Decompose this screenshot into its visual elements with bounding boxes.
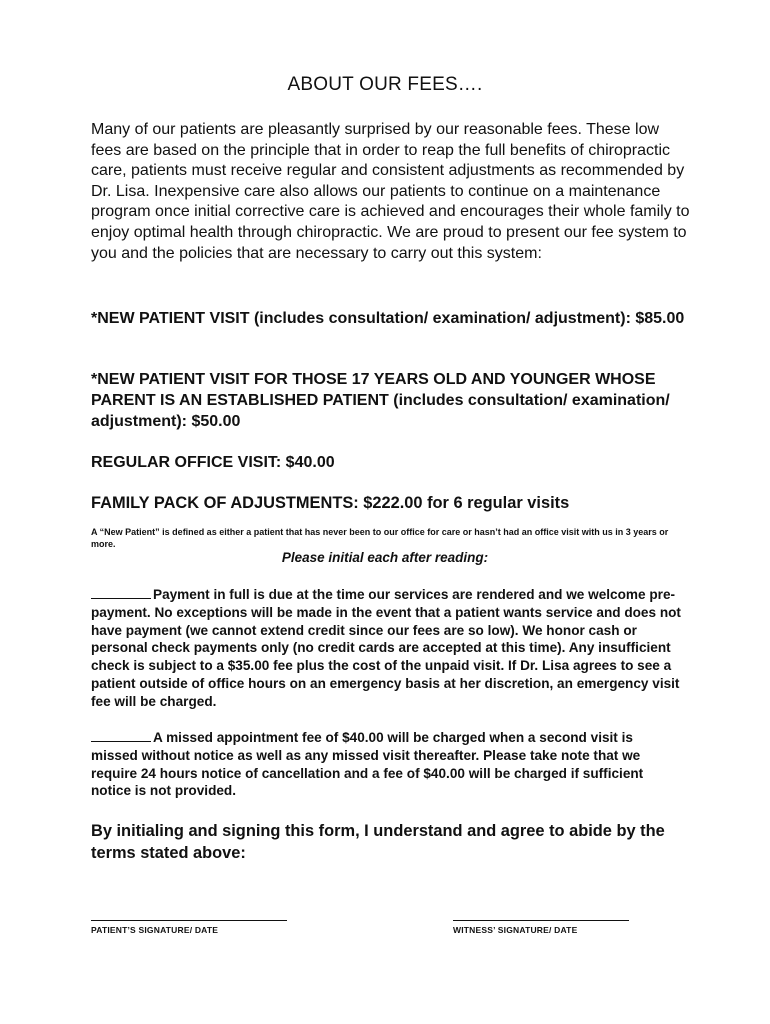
patient-signature-line[interactable] [91, 920, 287, 921]
policy-missed-text: A missed appointment fee of $40.00 will be charged when a second visit is missed without notice as well as any missed visit thereafter. Please take note that we require 24 hours notice of cancellation and a fee of $40.00 will be charged if sufficient notice is not provided. [91, 730, 644, 799]
initial-instruction: Please initial each after reading: [281, 550, 489, 565]
witness-signature-line[interactable] [453, 920, 629, 921]
initial-blank-payment[interactable] [91, 586, 151, 599]
new-patient-definition: A “New Patient” is defined as either a patient that has never been to our office for care or hasn’t had an office visit with us in 3 years or more. [91, 527, 669, 549]
policy-missed-appointment [91, 729, 681, 800]
fee-new-patient-minor: *NEW PATIENT VISIT FOR THOSE 17 YEARS OLD AND YOUNGER WHOSE PARENT IS AN ESTABLISHED PATIENT (includes consultation/ examination/ adjustment): $50.00 [91, 371, 670, 430]
fee-family-pack: FAMILY PACK OF ADJUSTMENTS: $222.00 for 6 regular visits [91, 494, 570, 512]
intro-paragraph: Many of our patients are pleasantly surprised by our reasonable fees. These low fees are based on the principle that in order to reap the full benefits of chiropractic care, patients must receive regular and consistent adjustments as recommended by Dr. Lisa. Inexpensive care also allows our patients to continue on a maintenance program once initial corrective care is achieved and encourages their whole family to enjoy optimal health through chiropractic. We are proud to present our fee system to you and the policies that are necessary to carry out this system: [91, 121, 690, 262]
initial-blank-missed[interactable] [91, 729, 151, 742]
policy-payment [91, 586, 681, 711]
fee-new-patient: *NEW PATIENT VISIT (includes consultation/ examination/ adjustment): $85.00 [91, 310, 685, 327]
fee-regular-visit: REGULAR OFFICE VISIT: $40.00 [91, 454, 335, 471]
witness-signature-label: WITNESS’ SIGNATURE/ DATE [453, 925, 578, 935]
policy-payment-text: Payment in full is due at the time our services are rendered and we welcome pre-payment. No exceptions will be made in the event that a patient wants service and does not have payment (we cannot extend credit since our fees are so low). We honor cash or personal check payments only (no credit cards are accepted at this time). Any insufficient check is subject to a $35.00 fee plus the cost of the unpaid visit. If Dr. Lisa agrees to see a patient outside of office hours on an emergency basis at her discretion, an emergency visit fee will be charged. [91, 587, 681, 709]
patient-signature-label: PATIENT’S SIGNATURE/ DATE [91, 925, 219, 935]
document-title: ABOUT OUR FEES…. [287, 74, 483, 95]
agreement-statement: By initialing and signing this form, I understand and agree to abide by the terms stated above: [91, 822, 665, 862]
